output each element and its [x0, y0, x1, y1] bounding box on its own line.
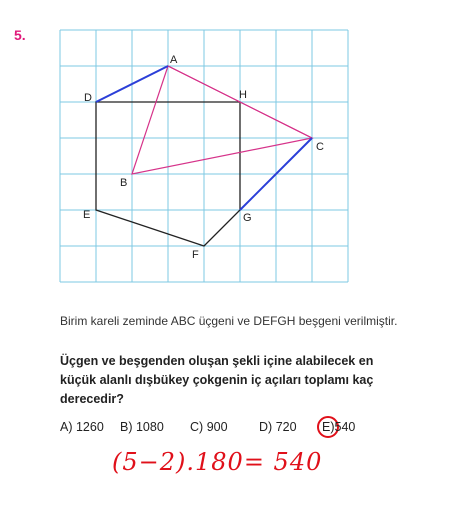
unit-grid	[60, 30, 348, 282]
label-e: E	[83, 209, 91, 221]
question-stem: Birim kareli zeminde ABC üçgeni ve DEFGH beşgeni verilmiştir.	[60, 314, 398, 328]
choice-letter: A)	[60, 420, 73, 434]
choice-b[interactable]	[120, 420, 164, 434]
choice-letter: C)	[190, 420, 204, 434]
label-d: D	[84, 92, 92, 104]
label-a: A	[170, 54, 178, 66]
choice-value: 900	[206, 420, 228, 434]
choice-value: 1260	[75, 420, 104, 434]
triangle-abc	[132, 66, 312, 174]
question-number: 5.	[14, 27, 26, 43]
choice-c[interactable]	[190, 420, 228, 434]
choice-d[interactable]	[259, 420, 297, 434]
label-c: C	[316, 141, 324, 153]
choice-letter: D)	[259, 420, 273, 434]
choice-value: 1080	[135, 420, 164, 434]
label-h: H	[239, 89, 247, 101]
choice-a[interactable]	[60, 420, 104, 434]
choice-value: 720	[275, 420, 297, 434]
question-prompt: Üçgen ve beşgenden oluşan şekli içine alabilecek en küçük alanlı dışbükey çokgenin iç açıları toplamı kaç derecedir?	[60, 354, 374, 406]
choice-e[interactable]	[322, 420, 355, 434]
label-b: B	[120, 177, 128, 189]
choice-value: 540	[334, 420, 356, 434]
choice-letter: B)	[120, 420, 133, 434]
answer-choices	[60, 416, 390, 438]
choice-letter: E)	[322, 420, 335, 434]
label-f: F	[192, 249, 199, 261]
label-g: G	[243, 212, 252, 224]
handwritten-solution: (5−2).180= 540	[112, 448, 323, 476]
